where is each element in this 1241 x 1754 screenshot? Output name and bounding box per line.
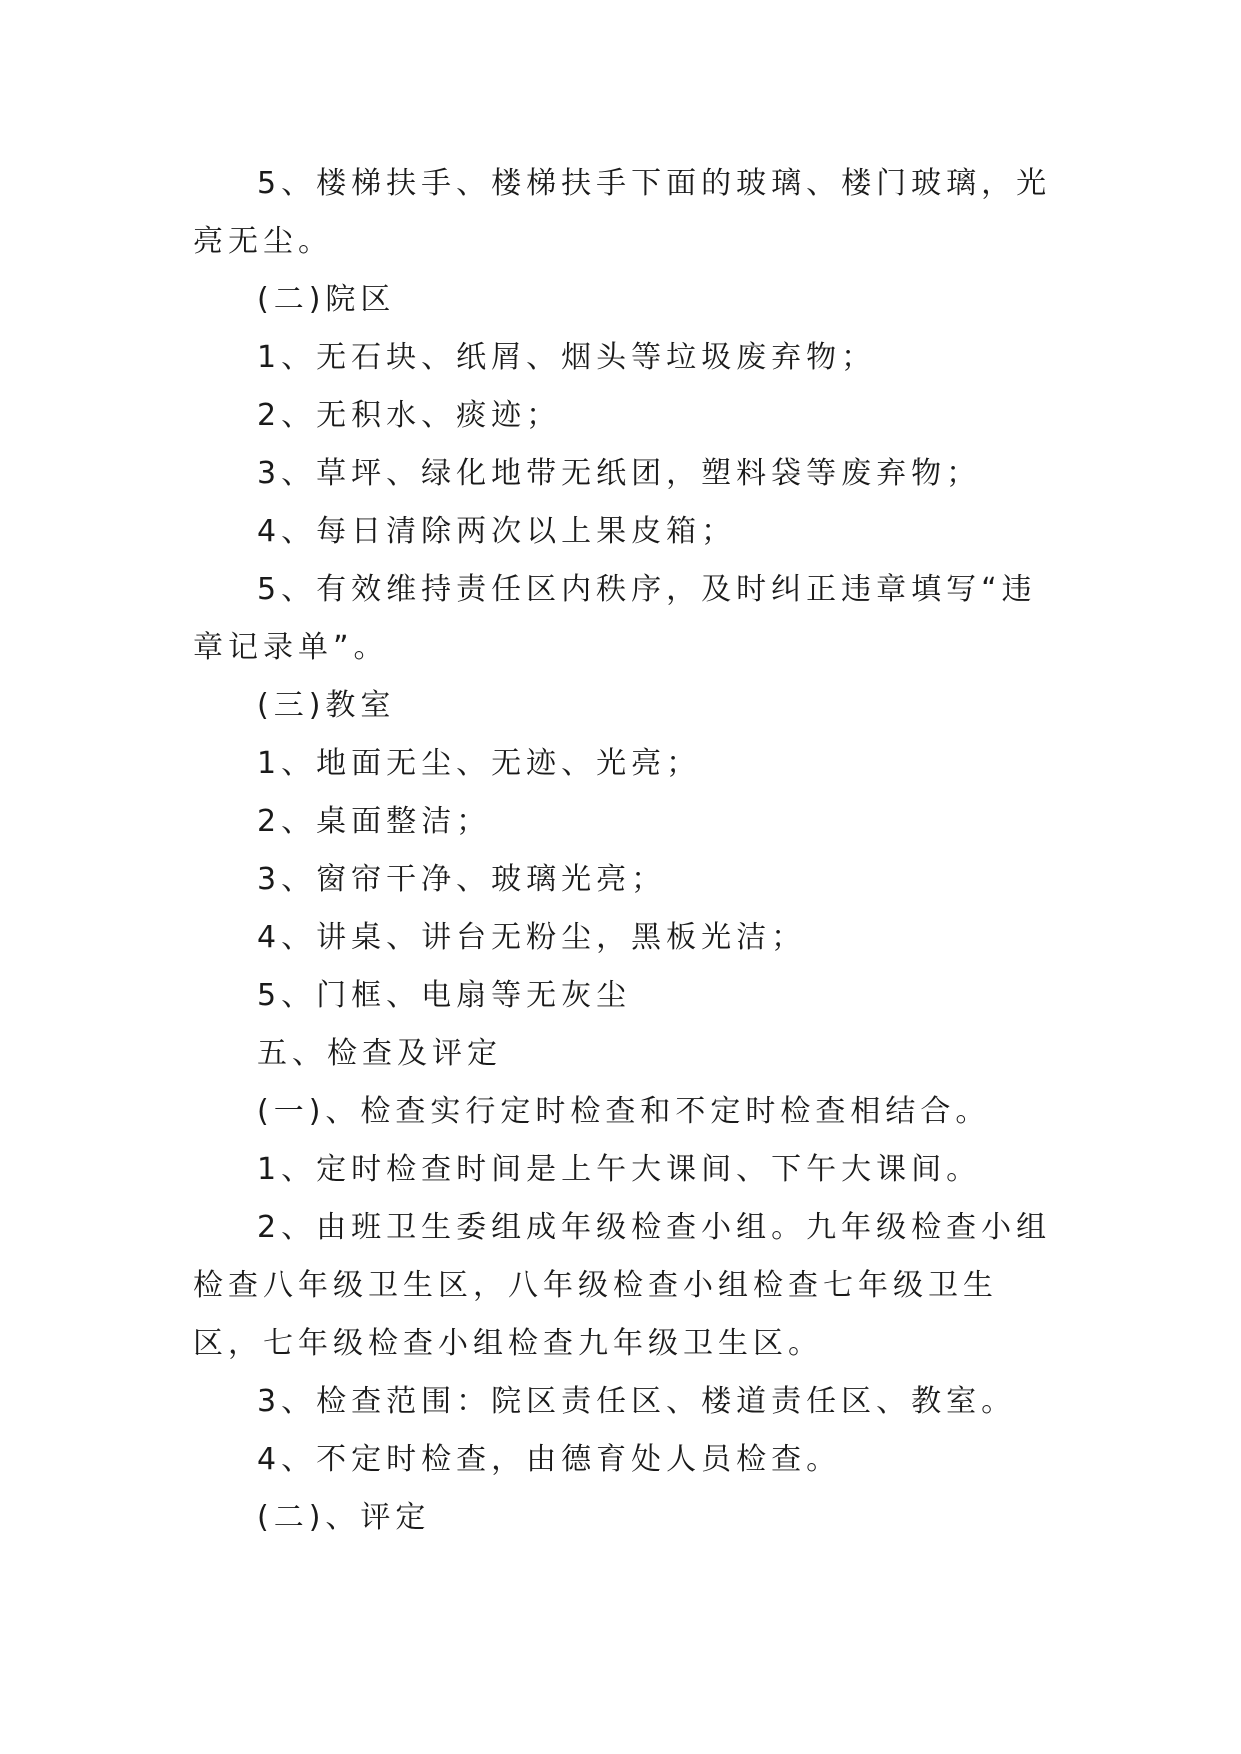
section-heading-inspection: 五、检查及评定 bbox=[257, 1036, 502, 1071]
paragraph-yard-2: 2、无积水、痰迹； bbox=[257, 398, 562, 433]
document-body bbox=[193, 155, 1053, 1547]
paragraph-yard-5: 5、有效维持责任区内秩序，及时纠正违章填写“违章记录单”。 bbox=[193, 572, 1037, 665]
paragraph-inspection-1: 1、定时检查时间是上午大课间、下午大课间。 bbox=[257, 1152, 982, 1187]
paragraph-classroom-4: 4、讲桌、讲台无粉尘，黑板光洁； bbox=[257, 920, 807, 955]
section-heading-yard: (二)院区 bbox=[257, 282, 396, 317]
paragraph-classroom-3: 3、窗帘干净、玻璃光亮； bbox=[257, 862, 667, 897]
paragraph-inspection-4: 4、不定时检查，由德育处人员检查。 bbox=[257, 1442, 842, 1477]
section-heading-evaluation: (二)、评定 bbox=[257, 1500, 431, 1535]
paragraph-yard-3: 3、草坪、绿化地带无纸团，塑料袋等废弃物； bbox=[257, 456, 982, 491]
section-heading-classroom: (三)教室 bbox=[257, 688, 396, 723]
paragraph-stair-glass: 5、楼梯扶手、楼梯扶手下面的玻璃、楼门玻璃，光亮无尘。 bbox=[193, 166, 1052, 259]
paragraph-inspection-2: 2、由班卫生委组成年级检查小组。九年级检查小组检查八年级卫生区，八年级检查小组检查七年级卫生区，七年级检查小组检查九年级卫生区。 bbox=[193, 1210, 1052, 1361]
paragraph-inspection-3: 3、检查范围：院区责任区、楼道责任区、教室。 bbox=[257, 1384, 1017, 1419]
paragraph-yard-4: 4、每日清除两次以上果皮箱； bbox=[257, 514, 737, 549]
paragraph-classroom-2: 2、桌面整洁； bbox=[257, 804, 492, 839]
paragraph-yard-1: 1、无石块、纸屑、烟头等垃圾废弃物； bbox=[257, 340, 877, 375]
paragraph-inspection-intro: (一)、检查实行定时检查和不定时检查相结合。 bbox=[257, 1094, 991, 1129]
paragraph-classroom-1: 1、地面无尘、无迹、光亮； bbox=[257, 746, 702, 781]
paragraph-classroom-5: 5、门框、电扇等无灰尘 bbox=[257, 978, 632, 1013]
